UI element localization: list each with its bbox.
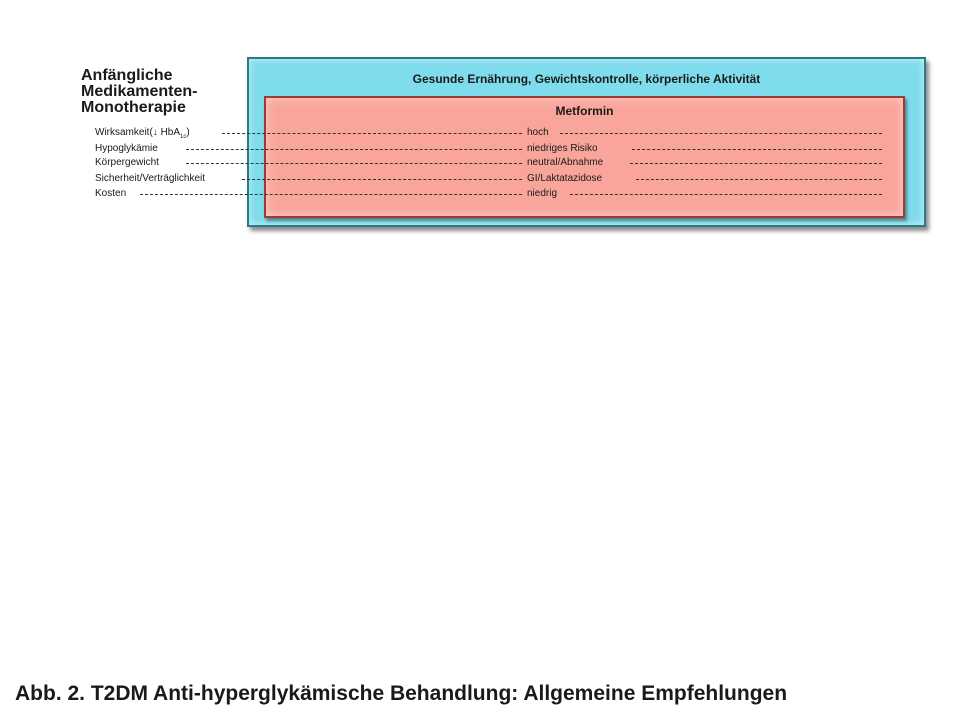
row-value-safety: GI/Laktatazidose	[527, 173, 603, 184]
leader-line	[140, 194, 522, 195]
row-label-cost: Kosten	[95, 188, 127, 199]
arrow-down-icon: ↓	[152, 127, 158, 138]
leader-line	[242, 179, 522, 180]
leader-line	[222, 133, 522, 134]
leader-line	[570, 194, 882, 195]
leader-line	[186, 163, 522, 164]
row-value-hypoglycemia: niedriges Risiko	[527, 143, 598, 154]
row-label-hypoglycemia: Hypoglykämie	[95, 143, 158, 154]
row-value-efficacy: hoch	[527, 127, 549, 138]
lifestyle-title: Gesunde Ernährung, Gewichtskontrolle, körperliche Aktivität	[412, 72, 761, 86]
leader-line	[560, 133, 882, 134]
row-label-safety: Sicherheit/Verträglichkeit	[95, 173, 206, 184]
side-title	[81, 68, 197, 116]
side-title-line1: Anfängliche	[81, 67, 173, 84]
row-label-weight: Körpergewicht	[95, 157, 159, 168]
row-value-weight: neutral/Abnahme	[527, 157, 604, 168]
leader-line	[630, 163, 882, 164]
efficacy-label-prefix: Wirksamkeit(	[95, 127, 153, 138]
leader-line	[632, 149, 882, 150]
metformin-title: Metformin	[555, 104, 614, 118]
leader-line	[186, 149, 522, 150]
side-title-line3: Monotherapie	[81, 99, 186, 116]
efficacy-label-hba: HbA	[160, 127, 181, 138]
leader-line	[636, 179, 882, 180]
figure-caption: Abb. 2. T2DM Anti-hyperglykämische Behandlung: Allgemeine Empfehlungen	[15, 682, 788, 705]
row-label-efficacy	[95, 127, 190, 140]
efficacy-label-suffix: )	[186, 127, 190, 138]
row-value-cost: niedrig	[527, 188, 558, 199]
efficacy-label-sub: 1c	[180, 134, 187, 140]
side-title-line2: Medikamenten-	[81, 83, 198, 100]
